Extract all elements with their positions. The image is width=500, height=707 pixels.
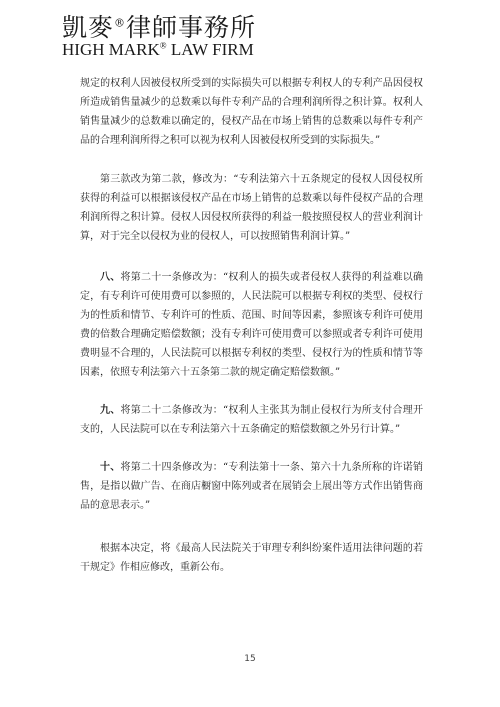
paragraph-item-9 — [80, 401, 423, 439]
registered-mark-icon: ® — [114, 16, 127, 30]
item-8-text: 将第二十一条修改为：“权利人的损失或者侵权人获得的利益难以确定，有专利许可使用费可以参照的，人民法院可以根据专利权的类型、侵权行为的性质和情节、专利许可的性质、范围、时间等因素，参照该专利许可使用费的倍数合理确定赔偿数额；没有专利许可使用费可以参照或者专利许可使用费明显不合理的，人民法院可以根据专利权的类型、侵权行为的性质和情节等因素，依照专利法第六十五条第二款的规定确定赔偿数额。” — [80, 272, 423, 378]
logo-en-first: HIGH MARK — [62, 40, 160, 59]
firm-logo — [62, 6, 262, 68]
document-body — [80, 74, 423, 577]
item-9-text: 将第二十二条修改为：“权利人主张其为制止侵权行为所支付合理开支的，人民法院可以在专利法第六十五条确定的赔偿数额之外另行计算。” — [80, 405, 423, 435]
logo-english — [62, 40, 254, 60]
logo-cn-first: 凱麥 — [62, 13, 115, 42]
paragraph-item-10 — [80, 458, 423, 515]
page-number: 15 — [244, 654, 256, 664]
item-9-number: 九、 — [100, 405, 121, 416]
item-8-number: 八、 — [100, 272, 121, 283]
item-10-number: 十、 — [100, 462, 121, 473]
logo-en-rest: LAW FIRM — [166, 40, 254, 59]
logo-chinese — [62, 8, 256, 44]
item-10-text: 将第二十四条修改为：“专利法第十一条、第六十九条所称的许诺销售，是指以做广告、在商店橱窗中陈列或者在展销会上展出等方式作出销售商品的意思表示。” — [80, 462, 423, 511]
registered-mark-small-icon: ® — [159, 40, 167, 51]
paragraph-third-clause: 第三款改为第二款，修改为：“专利法第六十五条规定的侵权人因侵权所获得的利益可以根据该侵权产品在市场上销售的总数乘以每件侵权产品的合理利润所得之积计算。侵权人因侵权所获得的利益一般按照侵权人的营业利润计算，对于完全以侵权为业的侵权人，可以按照销售利润计算。” — [80, 174, 423, 242]
paragraph-item-8 — [80, 268, 423, 382]
paragraph-closing: 根据本决定，将《最高人民法院关于审理专利纠纷案件适用法律问题的若干规定》作相应修改，重新公布。 — [80, 543, 423, 573]
paragraph-continued: 规定的权利人因被侵权所受到的实际损失可以根据专利权人的专利产品因侵权所造成销售量减少的总数乘以每件专利产品的合理利润所得之积计算。权利人销售量减少的总数难以确定的，侵权产品在市场上销售的总数乘以每件专利产品的合理利润所得之积可以视为权利人因被侵权所受到的实际损失。” — [80, 78, 423, 146]
logo-cn-rest: 律師事務所 — [126, 13, 257, 42]
